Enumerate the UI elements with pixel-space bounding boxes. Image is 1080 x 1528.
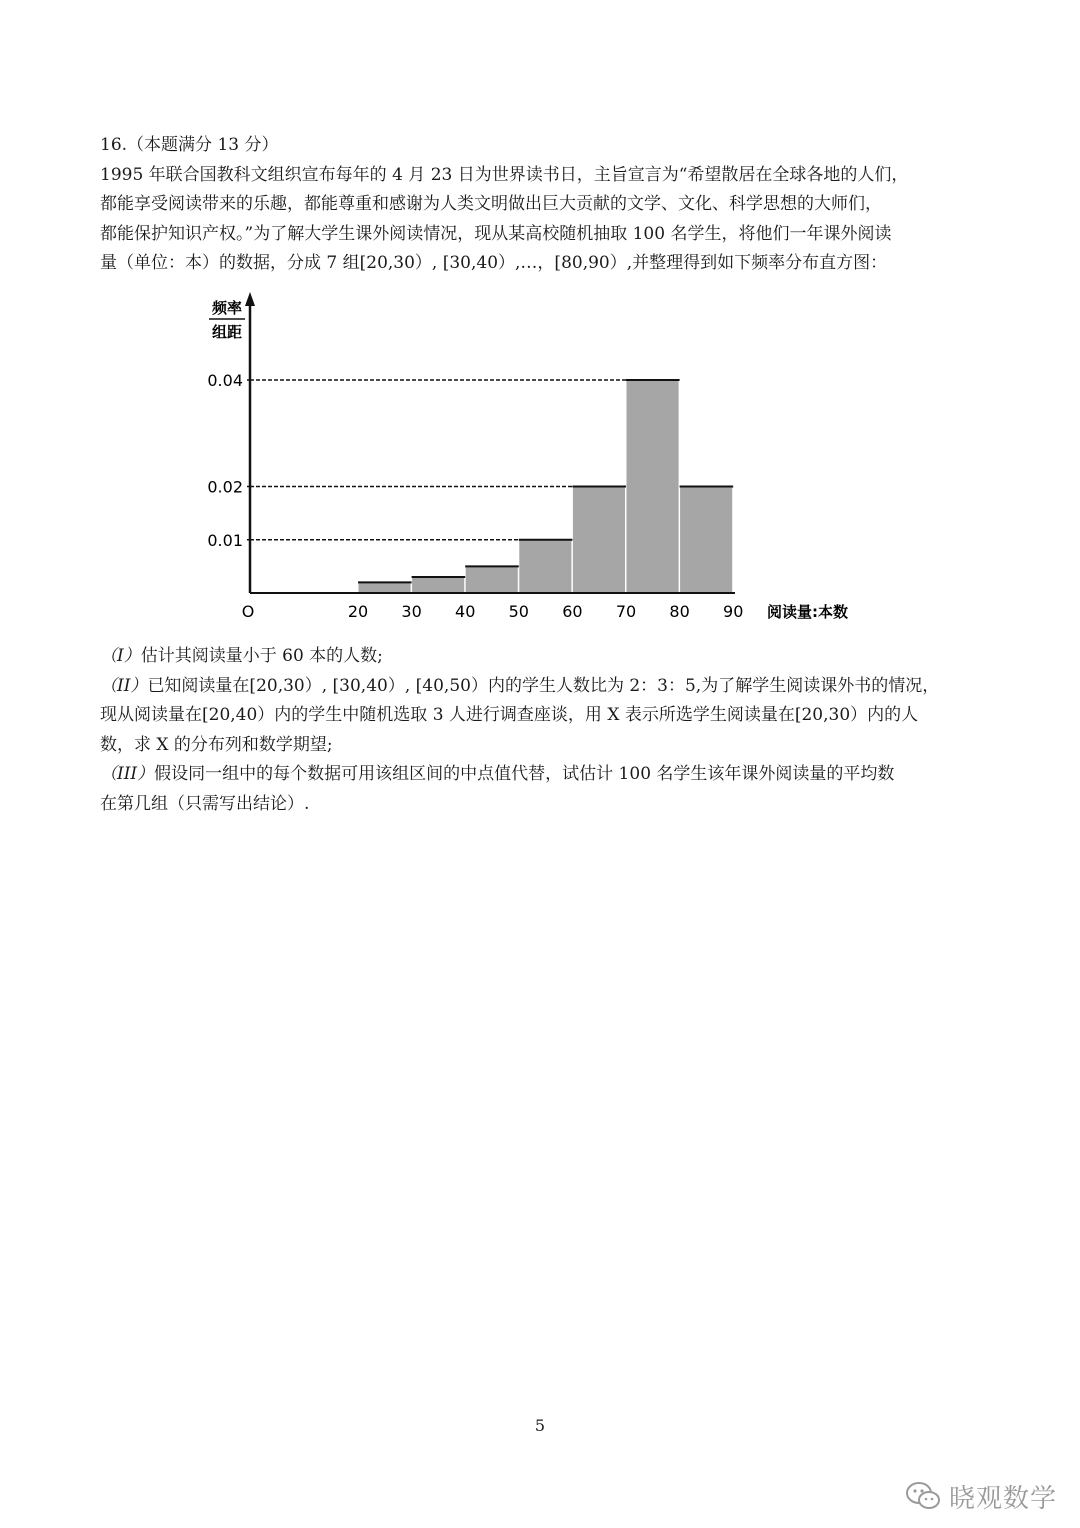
histogram-svg bbox=[195, 288, 875, 628]
histogram-bar bbox=[680, 487, 732, 594]
question-line: 数，求 X 的分布列和数学期望; bbox=[100, 734, 333, 755]
question-number: （II） bbox=[100, 675, 148, 696]
intro-line: 1995 年联合国教科文组织宣布每年的 4 月 23 日为世界读书日，主旨宣言为“希望散居在全球各地的人们， bbox=[100, 164, 909, 185]
question-line: 估计其阅读量小于 60 本的人数; bbox=[140, 646, 383, 666]
problem-statement bbox=[100, 131, 1000, 279]
x-tick-label: 60 bbox=[562, 602, 583, 621]
question-line: 已知阅读量在[20,30）, [30,40）, [40,50）内的学生人数比为 2：3：5,为了解学生阅读课外书的情况， bbox=[147, 675, 940, 696]
question-3 bbox=[100, 760, 1000, 790]
histogram-bar bbox=[466, 566, 518, 593]
histogram-bar bbox=[573, 487, 625, 594]
x-tick-label: 20 bbox=[347, 602, 369, 621]
wechat-icon bbox=[905, 1481, 941, 1511]
questions bbox=[100, 642, 1000, 819]
y-tick-label: 0.04 bbox=[207, 371, 243, 390]
y-tick-label: 0.02 bbox=[207, 477, 243, 497]
intro-line: 都能保护知识产权。”为了解大学生课外阅读情况，现从某高校随机抽取 100 名学生，将他们一年课外阅读 bbox=[100, 223, 892, 244]
question-number: （III） bbox=[100, 764, 155, 784]
x-tick-label: 90 bbox=[723, 602, 744, 621]
problem-header: 16.（本题满分 13 分） bbox=[100, 135, 279, 155]
x-tick-label: 30 bbox=[401, 602, 422, 621]
y-axis-label-top: 频率 bbox=[211, 299, 243, 317]
watermark-text: 晓观数学 bbox=[949, 1483, 1058, 1514]
histogram-bar bbox=[359, 582, 411, 593]
histogram-chart bbox=[195, 288, 875, 628]
histogram-bar bbox=[412, 577, 464, 593]
page-number: 5 bbox=[534, 1416, 546, 1435]
x-tick-label: 70 bbox=[615, 602, 637, 621]
question-number: （I） bbox=[100, 646, 141, 666]
x-axis-label: 阅读量:本数 bbox=[767, 603, 848, 621]
question-line: 在第几组（只需写出结论）. bbox=[100, 793, 310, 814]
question-line: 现从阅读量在[20,40）内的学生中随机选取 3 人进行调查座谈，用 X 表示所选学生阅读量在[20,30）内的人 bbox=[100, 705, 919, 725]
x-tick-label: 80 bbox=[669, 602, 690, 621]
y-axis-arrow bbox=[245, 292, 255, 306]
histogram-bar bbox=[519, 540, 571, 593]
y-tick-label: 0.01 bbox=[207, 530, 243, 550]
watermark bbox=[905, 1476, 1057, 1516]
origin-label: O bbox=[241, 602, 255, 621]
x-tick-label: 50 bbox=[508, 602, 529, 621]
histogram-bar bbox=[627, 380, 679, 593]
question-2 bbox=[100, 672, 1000, 702]
question-1 bbox=[100, 642, 1000, 672]
intro-line: 量（单位：本）的数据，分成 7 组[20,30）, [30,40）,…，[80,90）,并整理得到如下频率分布直方图： bbox=[100, 253, 888, 273]
x-tick-label: 40 bbox=[455, 602, 476, 621]
intro-line: 都能享受阅读带来的乐趣，都能尊重和感谢为人类文明做出巨大贡献的文学、文化、科学思想的大师们， bbox=[100, 194, 882, 214]
question-line: 假设同一组中的每个数据可用该组区间的中点值代替，试估计 100 名学生该年课外阅读量的平均数 bbox=[154, 764, 895, 784]
y-axis-label-bottom: 组距 bbox=[211, 323, 243, 341]
